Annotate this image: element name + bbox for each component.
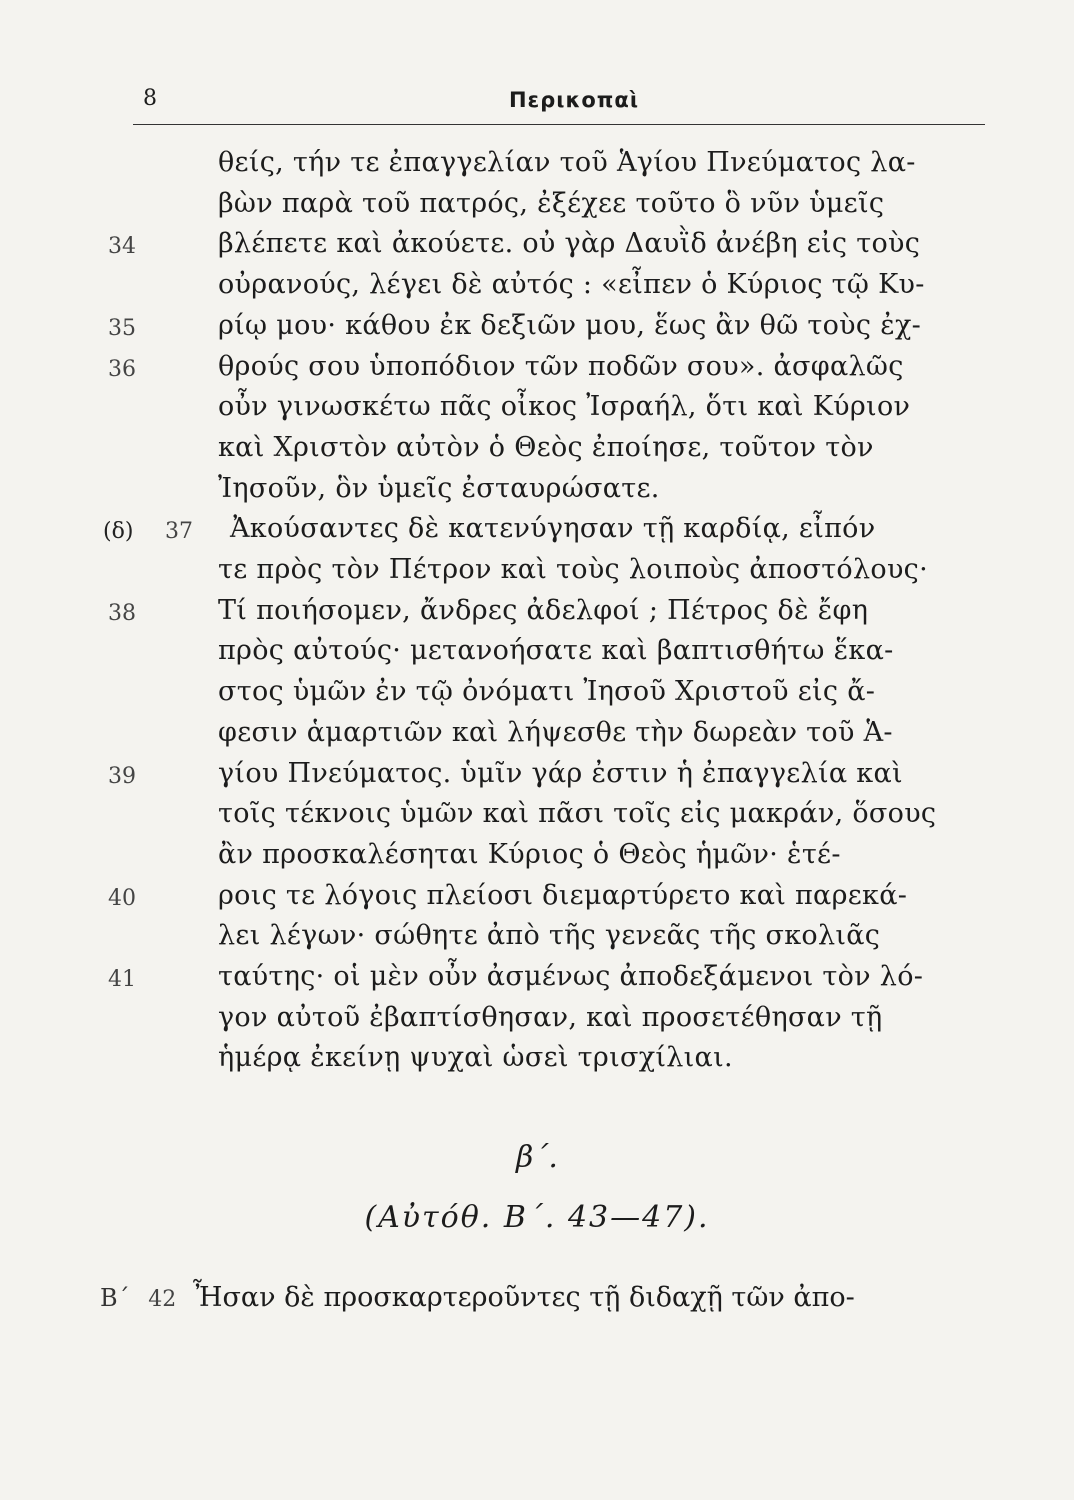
text-line <box>0 880 1074 920</box>
text-line <box>0 1042 1074 1082</box>
text-line <box>0 1002 1074 1042</box>
text-line <box>0 676 1074 716</box>
line-text: Ἀκούσαντες δὲ κατενύγησαν τῇ καρδίᾳ, εἶπόν <box>230 513 876 545</box>
text-line <box>0 432 1074 472</box>
line-text: πρὸς αὐτούς· μετανοήσατε καὶ βαπτισθήτω ἕκα- <box>218 635 894 667</box>
text-line <box>0 554 1074 594</box>
text-line <box>0 839 1074 879</box>
text-line <box>0 758 1074 798</box>
verse-number: 41 <box>108 967 136 992</box>
text-line <box>0 228 1074 268</box>
section-reference: (Αὐτόθ. Β΄. 43—47). <box>364 1200 710 1235</box>
page-number: 8 <box>143 86 157 111</box>
line-text: λει λέγων· σώθητε ἀπὸ τῆς γενεᾶς τῆς σκολιᾶς <box>218 920 881 952</box>
line-text: ἡμέρᾳ ἐκείνῃ ψυχαὶ ὡσεὶ τρισχίλιαι. <box>218 1042 733 1074</box>
text-line <box>0 513 1074 553</box>
line-text: Ἦσαν δὲ προσκαρτεροῦντες τῇ διδαχῇ τῶν ἀπο- <box>192 1282 855 1313</box>
line-text: οὐρανούς, λέγει δὲ αὐτός : «εἶπεν ὁ Κύριος τῷ Κυ- <box>218 269 925 301</box>
line-text: ταύτης· οἱ μὲν οὖν ἀσμένως ἀποδεξάμενοι τὸν λό- <box>218 961 924 992</box>
verse-number: 42 <box>148 1287 177 1312</box>
verse-number: 39 <box>108 763 136 789</box>
verse-number: 35 <box>108 315 136 341</box>
line-text: ροις τε λόγοις πλείοσι διεμαρτύρετο καὶ παρεκά- <box>218 879 908 911</box>
text-line <box>0 188 1074 228</box>
text-line <box>0 473 1074 513</box>
line-text: οὖν γινωσκέτω πᾶς οἶκος Ἰσραήλ, ὅτι καὶ Κύριον <box>218 391 911 423</box>
verse-number: 40 <box>108 885 136 911</box>
page-header <box>133 84 985 125</box>
line-text: καὶ Χριστὸν αὐτὸν ὁ Θεὸς ἐποίησε, τοῦτον τὸν <box>218 431 874 463</box>
line-text: θείς, τήν τε ἐπαγγελίαν τοῦ Ἁγίου Πνεύματος λα- <box>218 147 916 178</box>
running-title: Περικοπαὶ <box>508 88 640 112</box>
text-line <box>0 920 1074 960</box>
text-line <box>0 635 1074 675</box>
verse-number: 36 <box>108 356 136 382</box>
line-text: στος ὑμῶν ἐν τῷ ὀνόματι Ἰησοῦ Χριστοῦ εἰς ἄ- <box>218 676 876 708</box>
line-text: βλέπετε καὶ ἀκούετε. οὐ γὰρ Δαυῒδ ἀνέβη εἰς τοὺς <box>218 228 921 260</box>
text-line <box>0 391 1074 431</box>
line-text: τοῖς τέκνοις ὑμῶν καὶ πᾶσι τοῖς εἰς μακράν, ὅσους <box>218 798 937 830</box>
line-text: φεσιν ἁμαρτιῶν καὶ λήψεσθε τὴν δωρεὰν τοῦ Ἁ- <box>218 716 893 748</box>
line-text: γίου Πνεύματος. ὑμῖν γάρ ἐστιν ἡ ἐπαγγελία καὶ <box>218 757 903 789</box>
verse-number: 38 <box>108 600 136 626</box>
verse-number: 34 <box>108 234 136 260</box>
text-line <box>0 961 1074 1001</box>
text-line <box>0 717 1074 757</box>
text-line <box>0 595 1074 635</box>
section-letter: β΄. <box>516 1140 558 1175</box>
line-text: ἂν προσκαλέσηται Κύριος ὁ Θεὸς ἡμῶν· ἑτέ- <box>218 838 841 870</box>
chapter-marker: Β΄ <box>100 1284 130 1312</box>
line-text: βὼν παρὰ τοῦ πατρός, ἐξέχεε τοῦτο ὃ νῦν ὑμεῖς <box>218 187 885 219</box>
line-text: Τί ποιήσομεν, ἄνδρες ἀδελφοί ; Πέτρος δὲ ἔφη <box>218 594 869 626</box>
text-line <box>0 147 1074 187</box>
line-text: ρίῳ μου· κάθου ἐκ δεξιῶν μου, ἕως ἂν θῶ τοὺς ἐχ- <box>218 309 922 341</box>
verse-number: 37 <box>165 519 193 545</box>
text-line <box>0 269 1074 309</box>
text-line <box>0 798 1074 838</box>
text-line <box>0 310 1074 350</box>
line-text: Ἰησοῦν, ὃν ὑμεῖς ἐσταυρώσατε. <box>218 472 660 504</box>
line-text: τε πρὸς τὸν Πέτρον καὶ τοὺς λοιποὺς ἀποστόλους· <box>218 554 928 585</box>
last-line <box>100 1282 855 1313</box>
line-text: θρούς σου ὑποπόδιον τῶν ποδῶν σου». ἀσφαλῶς <box>218 350 904 382</box>
text-line <box>0 351 1074 391</box>
section-marker: (δ) <box>103 519 134 545</box>
line-text: γον αὐτοῦ ἐβαπτίσθησαν, καὶ προσετέθησαν τῇ <box>218 1001 883 1033</box>
